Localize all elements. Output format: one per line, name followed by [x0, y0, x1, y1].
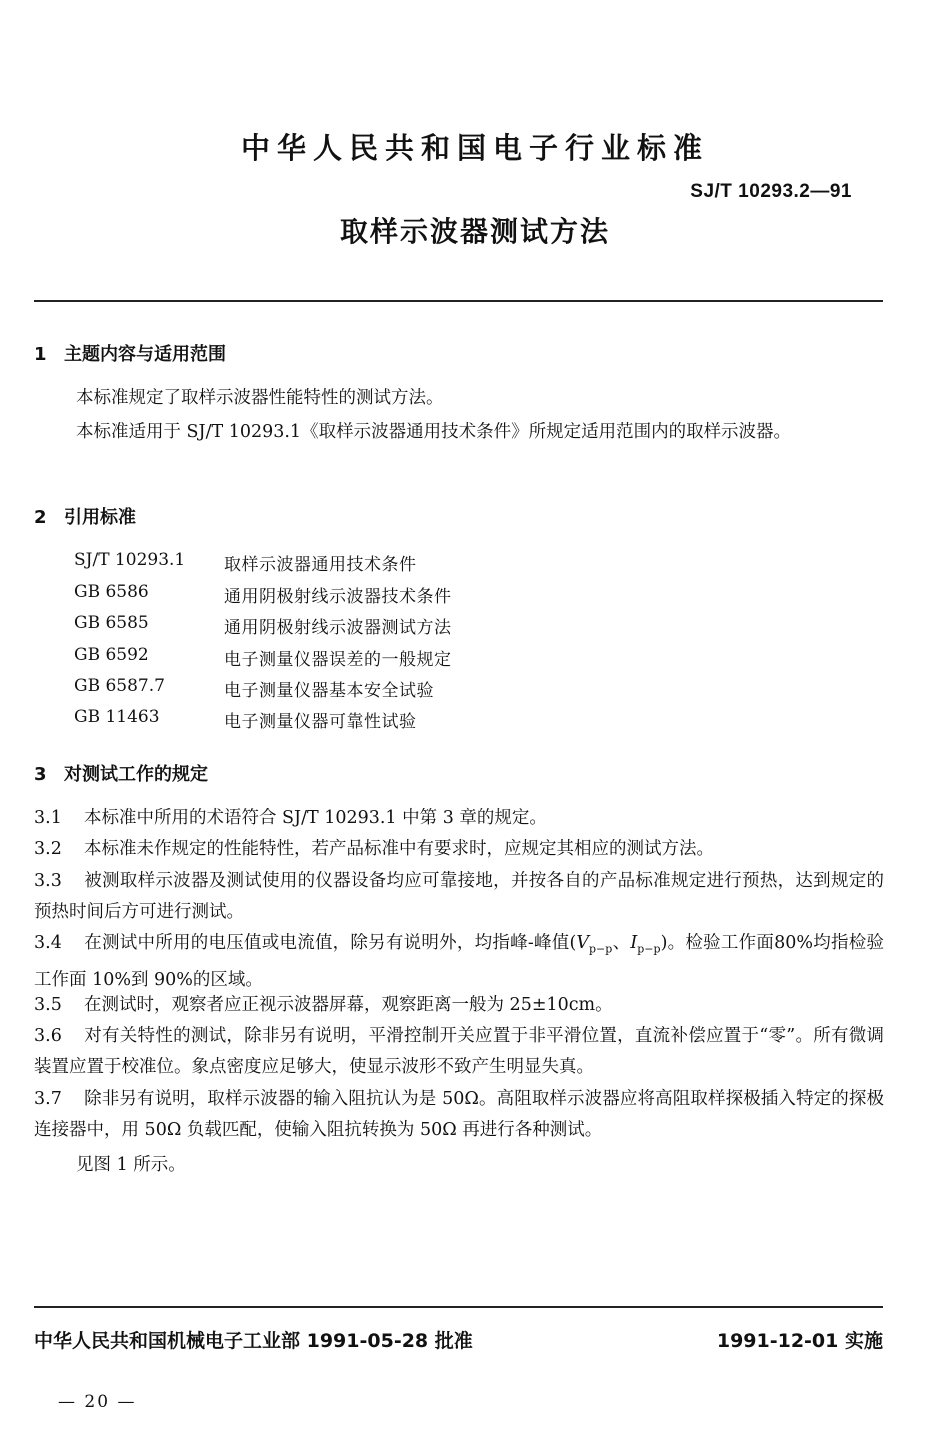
footer-divider: [34, 1306, 883, 1308]
ref-title: 电子测量仪器基本安全试验: [224, 681, 434, 701]
clause-3-3: [34, 866, 884, 928]
ref-title: 电子测量仪器可靠性试验: [224, 712, 417, 732]
ref-title: 取样示波器通用技术条件: [224, 555, 417, 575]
ref-code: SJ/T 10293.1: [74, 550, 186, 570]
section-3-heading: [34, 760, 208, 786]
section-1-heading: [34, 340, 226, 366]
section-1-paragraph-2: 本标准适用于 SJ/T 10293.1《取样示波器通用技术条件》所规定适用范围内的取样示波器。: [76, 422, 792, 442]
section-number: 1: [34, 344, 47, 365]
header-divider: [34, 300, 883, 302]
approval-line: 中华人民共和国机械电子工业部 1991-05-28 批准: [34, 1330, 473, 1352]
ref-title: 通用阴极射线示波器测试方法: [224, 618, 452, 638]
clause-text: 在测试时，观察者应正视示波器屏幕，观察距离一般为 25±10cm。: [84, 995, 613, 1015]
clause-text: 对有关特性的测试，除非另有说明，平滑控制开关应置于非平滑位置，直流补偿应置于“零”。所有微调装置应置于校准位。象点密度应足够大，使显示波形不致产生明显失真。: [34, 1026, 884, 1077]
see-figure-note: 见图 1 所示。: [76, 1155, 186, 1175]
ref-title: 电子测量仪器误差的一般规定: [224, 650, 452, 670]
ref-code: GB 6586: [74, 582, 149, 602]
document-title: 取样示波器测试方法: [339, 215, 610, 248]
section-title: 对测试工作的规定: [64, 764, 208, 785]
clause-number: 3.7: [34, 1089, 62, 1109]
section-title: 引用标准: [64, 507, 136, 528]
clause-3-5: [34, 990, 884, 1021]
effective-date: 1991-12-01 实施: [716, 1330, 883, 1352]
clause-number: 3.6: [34, 1026, 62, 1046]
voltage-symbol: V: [576, 933, 590, 953]
clause-text: 本标准未作规定的性能特性，若产品标准中有要求时，应规定其相应的测试方法。: [84, 839, 714, 859]
clause-number: 3.5: [34, 995, 62, 1015]
voltage-subscript: p−p: [589, 942, 613, 956]
clause-number: 3.3: [34, 871, 62, 891]
clause-number: 3.4: [34, 933, 62, 953]
separator: 、: [612, 933, 631, 953]
clause-3-1: [34, 803, 884, 834]
standard-code: SJ/T 10293.2—91: [690, 181, 852, 202]
clause-text: 本标准中所用的术语符合 SJ/T 10293.1 中第 3 章的规定。: [84, 808, 547, 828]
clause-3-2: [34, 834, 884, 865]
section-number: 2: [34, 507, 47, 528]
ref-code: GB 6587.7: [74, 676, 165, 696]
section-1-paragraph-1: 本标准规定了取样示波器性能特性的测试方法。: [76, 388, 444, 408]
clause-number: 3.2: [34, 839, 62, 859]
clause-number: 3.1: [34, 808, 62, 828]
section-2-heading: [34, 503, 136, 529]
clause-3-7: [34, 1084, 884, 1146]
clause-text: 在测试中所用的电压值或电流值，除另有说明外，均指峰-峰值(: [84, 933, 577, 953]
clause-text: 被测取样示波器及测试使用的仪器设备均应可靠接地，并按各自的产品标准规定进行预热，达到规定的预热时间后方可进行测试。: [34, 871, 884, 922]
section-title: 主题内容与适用范围: [64, 344, 226, 365]
ref-code: GB 6592: [74, 645, 149, 665]
org-title: 中华人民共和国电子行业标准: [240, 131, 709, 165]
ref-title: 通用阴极射线示波器技术条件: [224, 587, 452, 607]
clause-3-4: [34, 928, 884, 996]
ref-code: GB 6585: [74, 613, 149, 633]
clause-3-6: [34, 1021, 884, 1083]
current-subscript: p−p: [637, 942, 661, 956]
section-number: 3: [34, 764, 47, 785]
current-symbol: I: [630, 933, 638, 953]
page-number: — 20 —: [58, 1392, 137, 1412]
clause-text: 除非另有说明，取样示波器的输入阻抗认为是 50Ω。高阻取样示波器应将高阻取样探极插入特定的探极连接器中，用 50Ω 负载匹配，使输入阻抗转换为 50Ω 再进行各种测试。: [34, 1089, 884, 1140]
clause-text-continued: )。检验工作面80%均指检验工作面 10%到 90%的区域。: [34, 933, 884, 990]
ref-code: GB 11463: [74, 707, 160, 727]
